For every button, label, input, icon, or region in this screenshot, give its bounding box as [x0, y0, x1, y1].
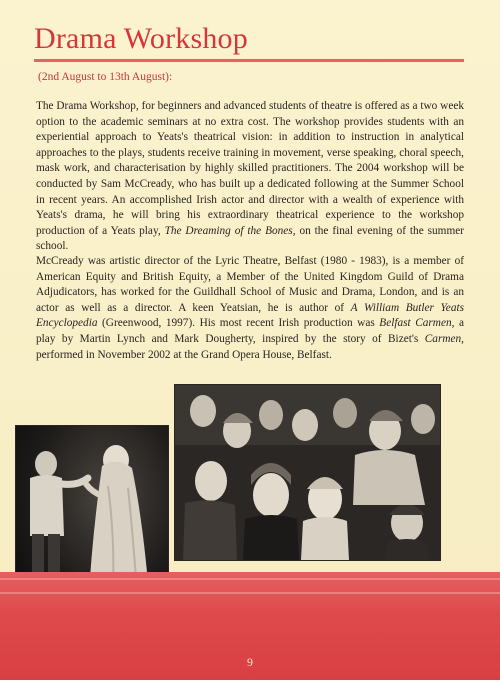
book-title: A William Butler Yeats Encyclopedia: [36, 301, 464, 330]
intro-ending: on the final evening of the summer school.: [36, 224, 465, 253]
intro-text: The Drama Workshop, for beginners and advanced students of theatre is offered as a two week option to the academic seminars at no extra cost. The workshop provides students with an experiential approach to Yeats's theatrical vision: in addition to instruction in analytical approaches to the plays, students receive training in movement, verse speaking, choral speech, mask work, and characterisation by highly skilled practitioners. The 2004 workshop will be conducted by Sam McCready, who has built up a dedicated following at the Summer School in recent years. An accomplished Irish actor and director with a wealth of experience with Yeats's drama, he will bring his extraordinary theatrical experience to the workshop production of a Yeats play,: [36, 100, 464, 237]
footer-stripe: [0, 592, 500, 594]
bio-text-2: (Greenwood, 1997). His most recent Irish production was: [97, 317, 380, 330]
footer-stripe: [0, 578, 500, 580]
workshop-dates: (2nd August to 13th August):: [38, 71, 173, 83]
bio-text-4: performed in November 2002 at the Grand Opera House, Belfast.: [36, 348, 332, 361]
group-photo: [175, 385, 440, 560]
group-photo-image: [175, 385, 440, 560]
bio-text-3: a play by Martin Lynch and Mark Dougherty, inspired by the story of Bizet's: [36, 317, 464, 345]
bio-paragraph: [36, 254, 464, 363]
page-number: 9: [247, 655, 253, 669]
play-title: The Dreaming of the Bones,: [164, 224, 296, 237]
opera-title: Carmen,: [424, 332, 464, 345]
production-title: Belfast Carmen,: [379, 317, 455, 330]
intro-paragraph: [36, 99, 464, 255]
bio-text-1: McCready was artistic director of the Lyric Theatre, Belfast (1980 - 1983), is a member of American Equity and British Equity, a Member of the United Kingdom Guild of Drama Adjudicators, has worked for the Guildhall School of Music and Drama, London, and is an actor as well as a director. A keen Yeatsian, he is author of: [36, 255, 464, 314]
title-underline: [34, 59, 464, 62]
page-title: Drama Workshop: [34, 22, 248, 55]
